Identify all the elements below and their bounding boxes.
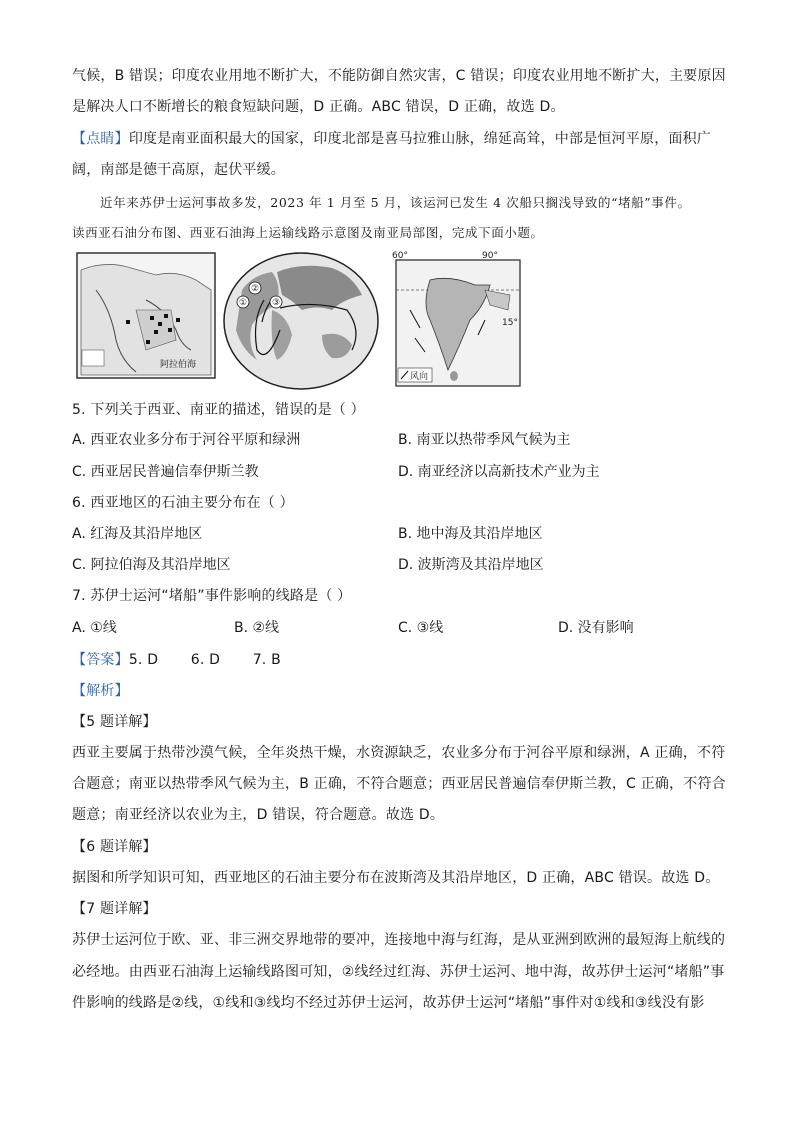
route-label-1: ① bbox=[239, 298, 248, 308]
route-label-3: ③ bbox=[272, 298, 281, 308]
intro-line-2: 是解决人口不断增长的粮食短缺问题，D 正确。ABC 错误，D 正确，故选 D。 bbox=[72, 99, 565, 115]
q6-stem: 6. 西亚地区的石油主要分布在（ ） bbox=[72, 495, 294, 511]
q6-option-d: D. 波斯湾及其沿岸地区 bbox=[398, 557, 544, 573]
q5-option-b: B. 南亚以热带季风气候为主 bbox=[398, 432, 571, 448]
q7-stem: 7. 苏伊士运河“堵船”事件影响的线路是（ ） bbox=[72, 588, 352, 604]
figures-row bbox=[72, 250, 524, 392]
answer-line bbox=[72, 650, 281, 670]
q7-option-b: B. ②线 bbox=[234, 620, 280, 636]
map1-sea-label: 阿拉伯海 bbox=[160, 360, 197, 370]
map3-lon-60: 60° bbox=[392, 251, 408, 261]
q5-option-d: D. 南亚经济以高新技术产业为主 bbox=[398, 464, 600, 480]
dianjing-line-1 bbox=[72, 129, 711, 149]
detail5-line-2: 合题意；南亚以热带季风气候为主，B 正确，不符合题意；西亚居民普遍信奉伊斯兰教，C 正确，不符合 bbox=[72, 776, 726, 792]
oil-shipping-routes-map bbox=[222, 250, 380, 392]
q5-option-a: A. 西亚农业多分布于河谷平原和绿洲 bbox=[72, 432, 301, 448]
west-asia-oil-map bbox=[76, 250, 216, 392]
detail7-line-1: 苏伊士运河位于欧、亚、非三洲交界地带的要冲，连接地中海与红海，是从亚洲到欧洲的最短海上航线的 bbox=[72, 932, 726, 948]
detail5-line-3: 题意；南亚经济以农业为主，D 错误，符合题意。故选 D。 bbox=[72, 807, 445, 823]
south-asia-map bbox=[390, 250, 524, 392]
detail7-line-3: 件影响的线路是②线，①线和③线均不经过苏伊士运河，故苏伊士运河“堵船”事件对①线和③线没有影 bbox=[72, 995, 705, 1011]
analysis-label: 【解析】 bbox=[72, 683, 129, 699]
answer-label: 【答案】 bbox=[72, 652, 129, 668]
detail6-line-1: 据图和所学知识可知，西亚地区的石油主要分布在波斯湾及其沿岸地区，D 正确，ABC 错误。故选 D。 bbox=[72, 870, 720, 886]
dianjing-label: 【点睛】 bbox=[72, 131, 129, 147]
q7-option-a: A. ①线 bbox=[72, 620, 117, 636]
q5-stem: 5. 下列关于西亚、南亚的描述，错误的是（ ） bbox=[72, 402, 365, 418]
route-label-2: ② bbox=[251, 284, 260, 294]
q7-option-c: C. ③线 bbox=[398, 620, 444, 636]
passage-line-2: 读西亚石油分布图、西亚石油海上运输线路示意图及南亚局部图，完成下面小题。 bbox=[72, 225, 544, 240]
detail5-label: 【5 题详解】 bbox=[72, 714, 157, 730]
map3-legend-wind: 风向 bbox=[410, 372, 429, 382]
detail5-line-1: 西亚主要属于热带沙漠气候，全年炎热干燥，水资源缺乏，农业多分布于河谷平原和绿洲，A 正确，不符 bbox=[72, 745, 726, 761]
answer-text: 5. D 6. D 7. B bbox=[128, 652, 281, 668]
q6-option-c: C. 阿拉伯海及其沿岸地区 bbox=[72, 557, 231, 573]
q6-option-a: A. 红海及其沿岸地区 bbox=[72, 526, 203, 542]
detail7-line-2: 必经地。由西亚石油海上运输线路图可知，②线经过红海、苏伊士运河、地中海，故苏伊士运河“堵船”事 bbox=[72, 964, 725, 980]
detail7-label: 【7 题详解】 bbox=[72, 901, 157, 917]
q5-option-c: C. 西亚居民普遍信奉伊斯兰教 bbox=[72, 464, 259, 480]
q7-option-d: D. 没有影响 bbox=[558, 620, 634, 636]
detail6-label: 【6 题详解】 bbox=[72, 839, 157, 855]
dianjing-line-2: 阔，南部是德干高原，起伏平缓。 bbox=[72, 162, 285, 178]
intro-line-1: 气候，B 错误；印度农业用地不断扩大，不能防御自然灾害，C 错误；印度农业用地不断扩大，主要原因 bbox=[72, 68, 726, 84]
dianjing-text-1: 印度是南亚面积最大的国家，印度北部是喜马拉雅山脉，绵延高耸，中部是恒河平原，面积广 bbox=[128, 131, 712, 147]
map3-lat-15: 15° bbox=[502, 318, 518, 328]
passage-line-1: 近年来苏伊士运河事故多发，2023 年 1 月至 5 月，该运河已发生 4 次船只搁浅导致的“堵船”事件。 bbox=[100, 195, 691, 210]
q6-option-b: B. 地中海及其沿岸地区 bbox=[398, 526, 543, 542]
map3-lon-90: 90° bbox=[482, 251, 498, 261]
